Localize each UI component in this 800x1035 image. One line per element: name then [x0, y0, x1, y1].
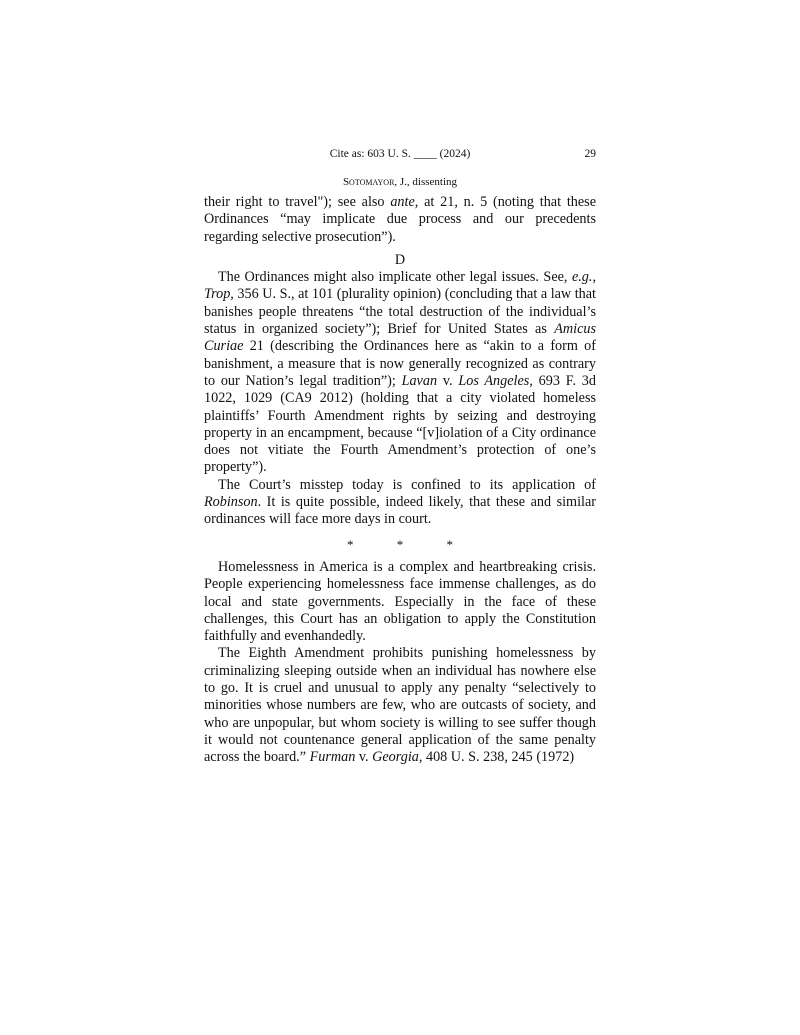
- text-run: The Court’s misstep today is confined to its application of: [218, 476, 596, 493]
- section-heading: D: [394, 251, 406, 268]
- text-run: The Eighth Amendment prohibits punishing homelessness by criminalizing sleeping outside when an individual has nowhere else to go. It is cruel and unusual to apply any penalty “selectively to minorities whose numbers are few, who are outcasts of society, and who are unpopular, but whom society is willing to see suffer though it would not countenance general application of the same penalty across the board.”: [204, 645, 596, 766]
- case-name: Georgia: [372, 749, 419, 766]
- opinion-text: [204, 194, 596, 767]
- text-run: ,: [592, 269, 596, 286]
- page-number: 29: [584, 148, 596, 160]
- text-run: v.: [355, 749, 373, 766]
- author-role: , J., dissenting: [394, 176, 458, 188]
- citation-header: Cite as: 603 U. S. ____ (2024): [329, 148, 471, 160]
- text-run: 21 (describing the Ordinances here as “akin to a form of banishment, a measure that is now generally recognized as contrary to our Nation’s legal tradition”);: [204, 338, 596, 389]
- case-name: Trop: [204, 286, 231, 303]
- text-run: . It is quite possible, indeed likely, that these and similar ordinances will face more days in court.: [204, 494, 596, 528]
- paragraph-continuation: [204, 194, 596, 246]
- case-name: Lavan: [401, 372, 438, 389]
- text-run: The Ordinances might also implicate other legal issues. See,: [218, 269, 572, 286]
- paragraph-eighth-amendment: [204, 645, 596, 766]
- italic-term: Amicus Curiae: [204, 321, 596, 355]
- paragraph-misstep: [204, 477, 596, 529]
- text-run: , 693 F. 3d 1022, 1029 (CA9 2012) (holding that a city violated homeless plaintiffs’ Fourth Amendment rights by seizing and destroying property in an encampment, because “[v]iolation of a City ordinance does not vitiate the Fourth Amendment’s protection of one’s property”).: [204, 372, 596, 476]
- text-run: at 21, n. 5 (noting that these Ordinances “may implicate due process and our precedents regarding selective prosecution”).: [204, 194, 596, 245]
- opinion-author-line: [204, 176, 596, 194]
- author-name: Sotomayor: [342, 176, 395, 188]
- paragraph-other-issues: [204, 269, 596, 477]
- paragraph-homelessness-crisis: Homelessness in America is a complex and heartbreaking crisis. People experiencing homelessness face immense challenges, as do local and state governments. Especially in the face of these challenges, this Court has an obligation to apply the Constitution faithfully and evenhandedly.: [204, 558, 596, 645]
- italic-term: ante,: [390, 194, 419, 210]
- running-head: [204, 144, 596, 166]
- case-name: Robinson: [204, 494, 258, 511]
- document-page: [204, 144, 596, 767]
- text-run: , 356 U. S., at 101 (plurality opinion) (concluding that a law that banishes people threatens “the total destruction of the individual’s status in organized society”); Brief for United States as: [204, 286, 596, 338]
- text-run: , 408 U. S. 238, 245 (1972): [418, 749, 575, 766]
- case-name: Los Angeles: [458, 372, 530, 389]
- case-name: Furman: [309, 749, 356, 766]
- text-run: v.: [437, 372, 459, 389]
- section-break-stars: * * *: [347, 536, 473, 552]
- italic-term: e.g.: [571, 269, 593, 286]
- text-run: their right to travel"); see also: [204, 194, 391, 210]
